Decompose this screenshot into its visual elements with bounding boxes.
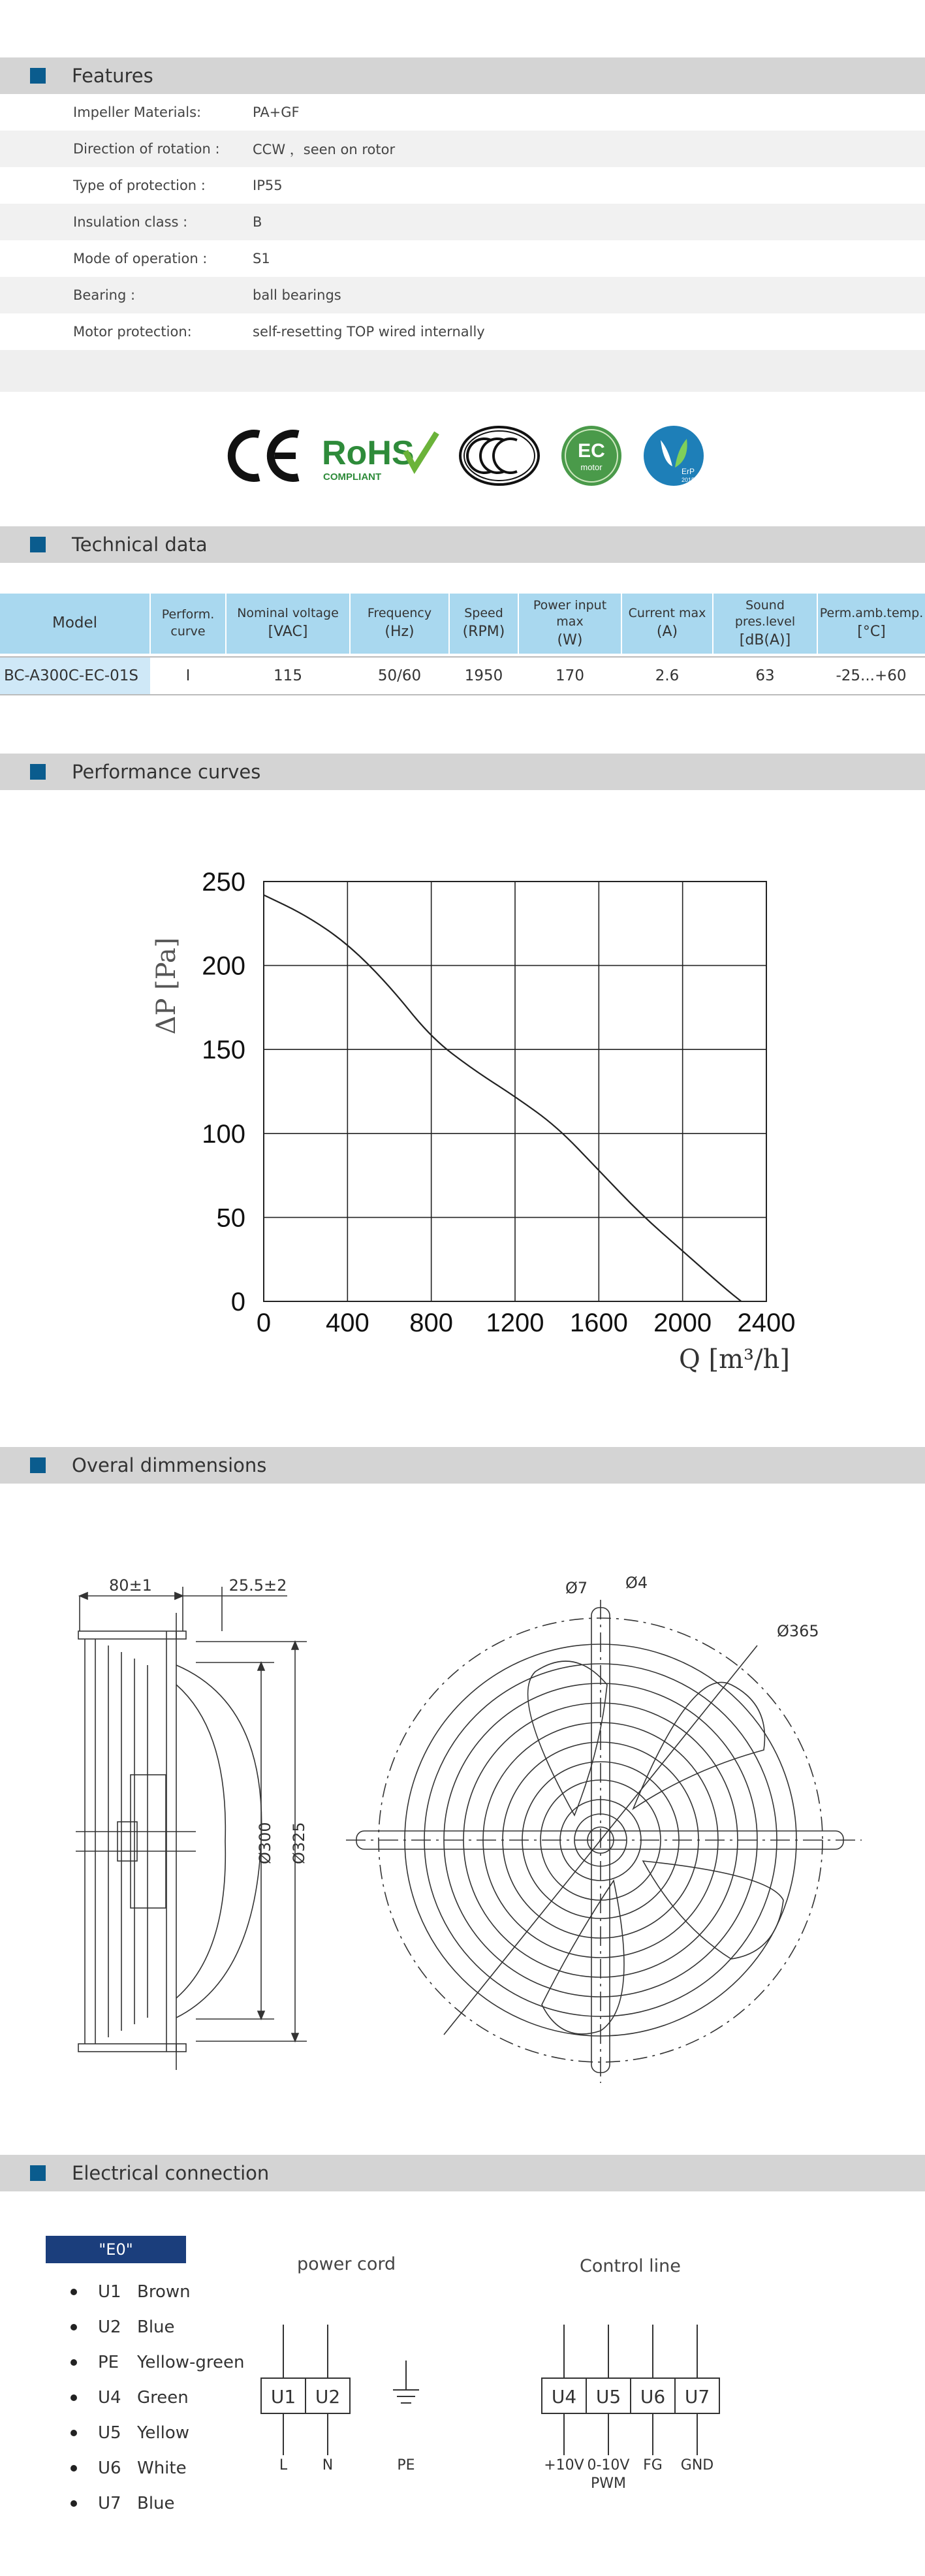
power-wire-label: L [279,2457,288,2473]
y-tick-label: 250 [202,868,245,897]
section-title: Features [72,65,153,87]
section-marker-icon [30,2165,46,2181]
section-marker-icon [30,764,46,780]
dim-dia-inner: Ø300 [256,1822,274,1864]
dim-hole-a: Ø7 [565,1579,588,1597]
wire-color: White [137,2458,187,2478]
pwm-label: PWM [590,2475,627,2492]
performance-section-header [0,754,925,790]
feature-row [0,277,925,313]
section-marker-icon [30,1457,46,1473]
wire-code: U1 [98,2282,121,2302]
table-cell: 1950 [449,657,518,695]
x-tick-label: 2000 [653,1309,712,1337]
dimension-drawing [0,1534,925,2109]
table-header-cell [150,594,226,654]
table-header-cell [449,594,518,654]
x-tick-label: 2400 [737,1309,796,1337]
ce-logo [225,426,302,485]
ec-motor-logo [559,423,624,488]
feature-label: Motor protection: [73,324,192,340]
performance-chart [0,816,925,1397]
feature-row [0,313,925,350]
header-unit: (RPM) [462,623,505,640]
wire-color: Green [137,2388,189,2408]
front-view [346,1600,862,2083]
feature-row [0,94,925,131]
table-header-cell [350,594,449,654]
bullet-icon [71,2500,77,2507]
wiring-diagram [0,2298,925,2494]
feature-value: S1 [253,251,270,266]
header-line: Current max [628,606,706,621]
header-line: Frequency [367,606,432,621]
table-header-cell [226,594,350,654]
feature-label: Direction of rotation : [73,141,220,157]
terminal-label: U7 [684,2386,710,2408]
table-cell: 63 [713,657,817,695]
feature-value: IP55 [253,178,283,193]
motor-text: motor [580,462,603,472]
rohs-subtext: COMPLIANT [323,471,382,483]
header-line: Sound pres.level [734,597,796,629]
table-cell: 2.6 [621,657,713,695]
table-header-cell [713,594,817,654]
feature-value: ball bearings [253,287,341,303]
performance-chart-svg [0,816,925,1397]
header-unit: [°C] [857,623,886,640]
header-line: Perm.amb.temp. [819,606,924,621]
performance-curve-line [264,895,742,1301]
technical-section-header [0,526,925,563]
section-marker-icon [30,537,46,552]
x-tick-label: 0 [256,1309,272,1337]
feature-label: Impeller Materials: [73,104,202,120]
feature-label: Mode of operation : [73,251,208,266]
y-tick-label: 150 [202,1036,245,1065]
ccc-logo [457,423,542,488]
wire-color: Yellow [137,2423,190,2443]
header-unit: [VAC] [268,623,308,640]
header-unit: (A) [656,623,678,640]
dimensions-section-header [0,1447,925,1484]
dim-width-a: 80±1 [109,1576,152,1595]
dim-hole-b: Ø4 [625,1574,648,1592]
header-unit: curve [170,624,206,639]
header-unit: [dB(A)] [739,631,791,648]
dim-dia-guard: Ø365 [777,1622,819,1640]
table-header-cell [817,594,925,654]
section-title: Overal dimmensions [72,1454,267,1476]
control-wire-label: GND [680,2457,714,2473]
feature-label: Bearing : [73,287,136,303]
model-cell: BC-A300C-EC-01S [0,657,150,695]
table-cell: -25...+60 [817,657,925,695]
features-footer-band [0,350,925,392]
wire-code: U7 [98,2494,121,2513]
dim-dia-outer: Ø325 [290,1822,308,1864]
wire-color: Blue [137,2494,175,2513]
wire-code: U4 [98,2388,121,2408]
electrical-section-header [0,2155,925,2191]
terminal-label: U4 [551,2386,577,2408]
feature-row [0,240,925,277]
y-tick-label: 0 [230,1288,245,1316]
feature-label: Type of protection : [73,178,206,193]
terminal-label: U1 [270,2386,296,2408]
feature-row [0,131,925,167]
bullet-icon [71,2289,77,2295]
section-title: Electrical connection [72,2162,270,2184]
y-tick-label: 200 [202,951,245,981]
section-title: Performance curves [72,761,261,783]
control-wire-label: +10V [544,2457,584,2473]
section-marker-icon [30,68,46,84]
feature-row [0,167,925,204]
feature-value: CCW ，seen on rotor [253,142,396,157]
connection-type-badge: "E0" [46,2236,186,2263]
terminal-label: U6 [640,2386,666,2408]
control-wire-label: 0-10V [587,2457,630,2473]
table-header-cell [518,594,621,654]
erp-year: 2015 [682,476,695,483]
section-title: Technical data [72,533,208,556]
table-cell: I [150,657,226,695]
wire-code: U6 [98,2458,121,2478]
y-tick-label: 100 [202,1119,245,1149]
feature-label: Insulation class : [73,214,188,230]
features-table [0,94,925,350]
header-line: Speed [464,606,503,621]
x-tick-label: 1600 [569,1309,628,1337]
power-wire-label: N [322,2457,334,2473]
erp-logo [641,423,706,488]
table-header-cell [621,594,713,654]
table-cell: 50/60 [350,657,449,695]
wire-code: U5 [98,2423,121,2443]
y-tick-label: 50 [216,1203,245,1233]
terminal-label: U5 [595,2386,621,2408]
y-axis-label: ΔP [Pa] [151,937,181,1035]
rohs-logo [319,426,440,485]
x-tick-label: 1200 [486,1309,544,1337]
feature-value: PA+GF [253,104,300,120]
header-unit: (Hz) [384,623,415,640]
x-tick-label: 400 [325,1309,369,1337]
header-line: Power input max [533,597,607,629]
wire-color: Brown [137,2282,191,2302]
wire-color: Yellow-green [137,2353,245,2372]
control-line-title: Control line [580,2256,681,2276]
x-tick-label: 800 [409,1309,454,1337]
wire-color: Blue [137,2317,175,2337]
header-line: Perform. [161,607,215,622]
erp-text: ErP [682,466,695,476]
rohs-text: RoHS [322,434,415,472]
table-cell: 115 [226,657,350,695]
ec-text: EC [578,439,605,462]
header-line: Model [52,614,98,632]
feature-value: self-resetting TOP wired internally [253,324,485,340]
technical-data-table [0,594,925,695]
feature-value: B [253,214,262,230]
dim-width-b: 25.5±2 [228,1576,287,1595]
table-cell: 170 [518,657,621,695]
table-header-cell [0,594,150,654]
control-wire-label: FG [643,2457,663,2473]
header-unit: (W) [557,631,583,648]
header-line: Nominal voltage [237,606,339,621]
x-axis-label: Q [m³/h] [679,1344,790,1375]
power-cord-title: power cord [297,2254,396,2274]
features-section-header [0,57,925,94]
terminal-label: U2 [315,2386,341,2408]
feature-row [0,204,925,240]
wire-code: U2 [98,2317,121,2337]
power-wire-label: PE [397,2457,415,2473]
wire-code: PE [98,2353,119,2372]
certification-logos [225,418,706,493]
